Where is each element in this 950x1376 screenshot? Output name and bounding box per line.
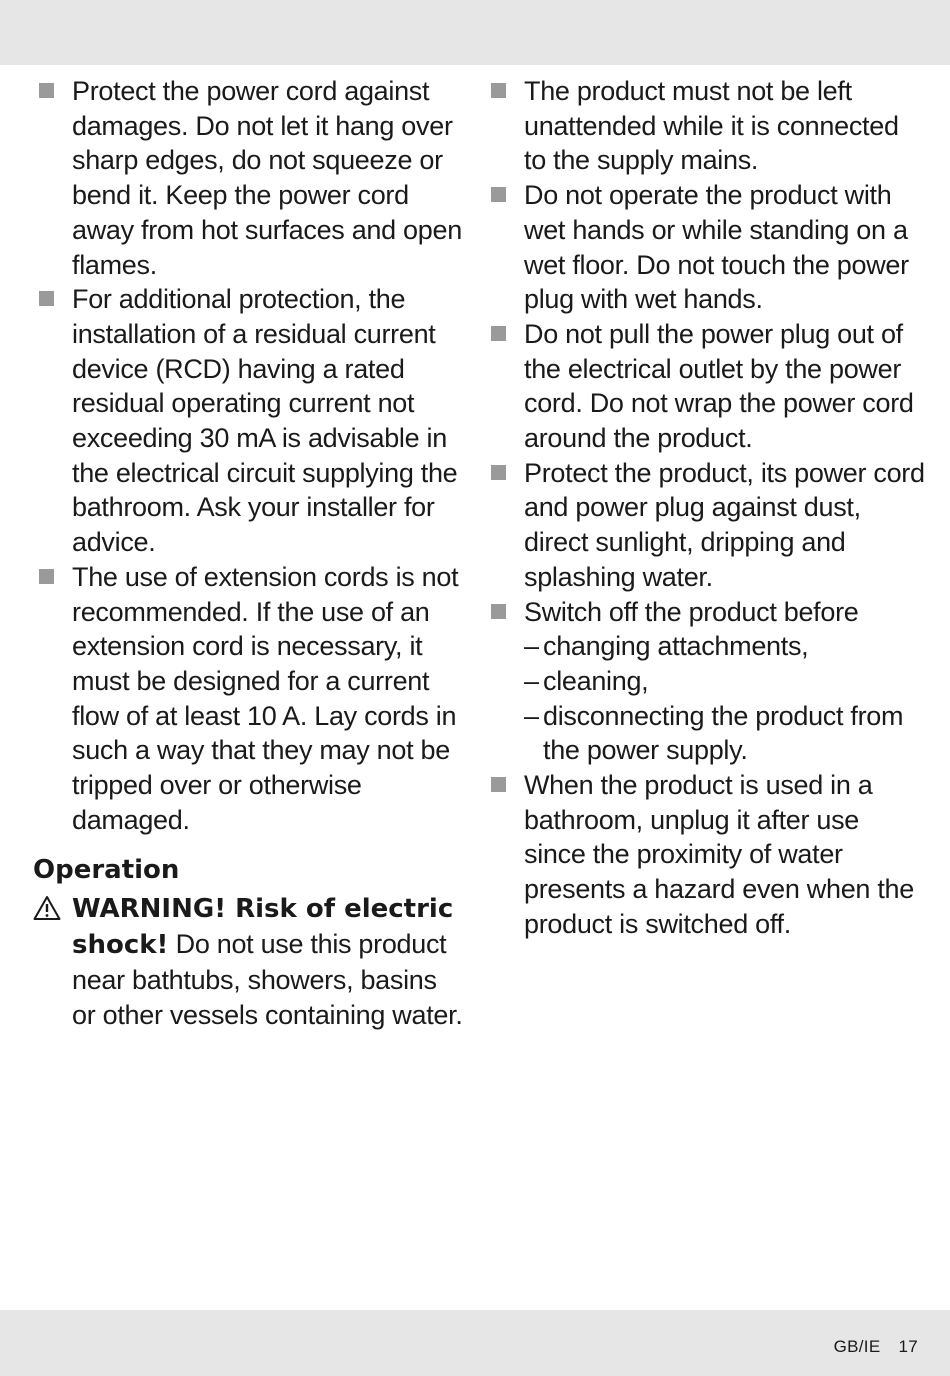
list-item: [485, 178, 925, 317]
list-item: [485, 74, 925, 178]
list-item: [485, 456, 925, 595]
list-item: [33, 560, 465, 838]
dash-bullet: –: [524, 700, 539, 731]
square-bullet-icon: [491, 326, 506, 341]
list-item: [485, 317, 925, 456]
list-item-text: Switch off the product before: [524, 596, 859, 627]
safety-list-right: [485, 74, 925, 942]
warning-label: WARNING! Risk of electric shock!: [72, 894, 454, 961]
list-item-text: When the product is used in a bathroom, unplug it after use since the proximity of water presents a hazard even when the product is switched off.: [524, 770, 914, 939]
section-heading: Operation: [33, 855, 180, 886]
left-column: [33, 74, 465, 1032]
list-item: [485, 595, 925, 769]
sub-list-item: – cleaning,: [524, 664, 925, 699]
list-item-text: Do not pull the power plug out of the electrical outlet by the power cord. Do not wrap the power cord around the product.: [524, 318, 914, 454]
square-bullet-icon: [39, 569, 54, 584]
list-item-text: Do not operate the product with wet hands or while standing on a wet floor. Do not touch the power plug with wet hands.: [524, 180, 909, 315]
header-band: [0, 0, 950, 65]
square-bullet-icon: [491, 777, 506, 792]
page-number: 17: [898, 1337, 918, 1356]
warning-paragraph: [33, 891, 465, 1032]
footer-band: [0, 1310, 950, 1376]
square-bullet-icon: [491, 83, 506, 98]
square-bullet-icon: [39, 83, 54, 98]
list-item: [485, 768, 925, 942]
dash-bullet: –: [524, 631, 539, 662]
page-footer: [834, 1337, 918, 1357]
list-item-text: The use of extension cords is not recommended. If the use of an extension cord is necessary, it must be designed for a current flow of at least 10 A. Lay cords in such a way that they may not be tripped over or otherwise damaged.: [72, 561, 459, 835]
list-item-text: For additional protection, the installation of a residual current device (RCD) having a rated residual operating current not exceeding 30 mA is advisable in the electrical circuit supplying the bathroom. Ask your installer for advice.: [72, 284, 458, 558]
dash-bullet: –: [524, 665, 539, 696]
list-item: [33, 282, 465, 560]
warning-text: Do not use this product near bathtubs, showers, basins or other vessels containing water.: [72, 929, 463, 1030]
sub-list-item: – changing attachments,: [524, 629, 925, 664]
list-item: [33, 74, 465, 282]
right-column: [485, 74, 925, 942]
sub-list-item: – disconnecting the product from the power supply.: [524, 700, 904, 766]
sub-list: [524, 629, 925, 768]
square-bullet-icon: [39, 291, 54, 306]
list-item-text: The product must not be left unattended while it is connected to the supply mains.: [524, 76, 899, 176]
language-code: GB/IE: [833, 1337, 881, 1356]
square-bullet-icon: [491, 465, 506, 480]
safety-list-left: [33, 74, 465, 837]
square-bullet-icon: [491, 187, 506, 202]
list-item-text: Protect the power cord against damages. Do not let it hang over sharp edges, do not squeeze or bend it. Keep the power cord away from hot surfaces and open flames.: [72, 76, 462, 280]
square-bullet-icon: [491, 604, 506, 619]
warning-triangle-icon: [33, 895, 61, 921]
list-item-text: Protect the product, its power cord and power plug against dust, direct sunlight, dripping and splashing water.: [524, 457, 925, 592]
